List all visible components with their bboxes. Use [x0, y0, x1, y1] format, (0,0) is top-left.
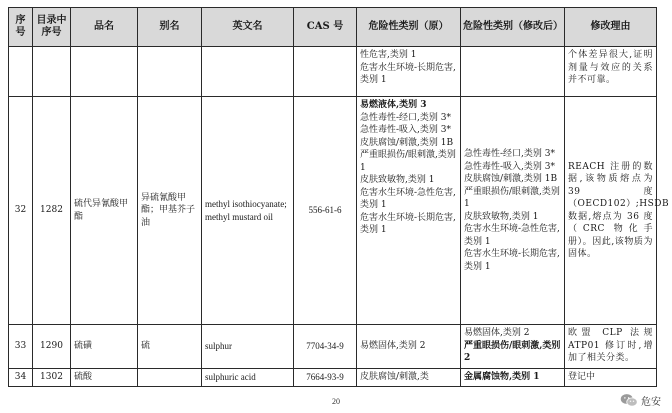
reason-cell: 登记中 [565, 369, 657, 387]
hazard-line-bold: 易燃液体,类别 3 [360, 100, 427, 110]
hazard-line: 危害水生环境-急性危害,类别 1 [464, 224, 560, 247]
table-header-row [9, 8, 657, 47]
hazard-line: 急性毒性-吸入,类别 3* [360, 125, 451, 135]
header-seq: 序号 [9, 8, 33, 47]
header-reason: 修改理由 [565, 8, 657, 47]
header-cas: CAS 号 [294, 8, 357, 47]
hazard-line: 危害水生环境-长期危害,类别 1 [360, 62, 456, 85]
name-cell: 硫代异氰酸甲酯 [71, 97, 138, 325]
wechat-icon [620, 393, 638, 408]
hazard-revised-cell [461, 97, 565, 325]
cas-cell: 7664-93-9 [294, 369, 357, 387]
hazard-line: 皮肤致敏物,类别 1 [360, 175, 435, 185]
hazard-original-cell [357, 97, 461, 325]
english-name-cell: methyl isothiocyanate; methyl mustard oil [202, 97, 294, 325]
reason-text: REACH 注册的数据,该物质熔点为 39 度（OECD102）;HSDB 数据,熔点为 36 度（CRC 物化手册）。因此,该物质为固体。 [568, 161, 670, 259]
hazard-line: 危害水生环境-长期危害,类别 1 [360, 212, 456, 235]
hazard-line-bold: 严重眼损伤/眼刺激,类别 2 [464, 340, 561, 363]
seq-cell: 32 [9, 97, 33, 325]
cas-cell: 7704-34-9 [294, 325, 357, 369]
reason-text: 欧盟 CLP 法规 ATP01 修订时,增加了相关分类。 [568, 328, 653, 363]
hazard-line: 性危害,类别 1 [360, 50, 417, 60]
catalog-seq-cell: 1290 [33, 325, 71, 369]
name-cell: 硫酸 [71, 369, 138, 387]
header-hazard-revised: 危险性类别（修改后） [461, 8, 565, 47]
hazard-revised-cell: 金属腐蚀物,类别 1 [461, 369, 565, 387]
reason-cell [565, 97, 670, 325]
table-row-32 [9, 97, 657, 325]
alias-cell [138, 369, 202, 387]
hazard-line: 严重眼损伤/眼刺激,类别 1 [360, 150, 456, 173]
page-number: 20 [332, 397, 340, 406]
hazard-original-cell: 皮肤腐蚀/刺激,类 [357, 369, 461, 387]
table-row-continuation [9, 47, 657, 97]
header-alias: 别名 [138, 8, 202, 47]
english-name-cell: sulphur [202, 325, 294, 369]
english-name-cell: sulphuric acid [202, 369, 294, 387]
hazard-line: 严重眼损伤/眼刺激,类别 1 [464, 186, 560, 209]
watermark-text: 危安 [641, 397, 661, 408]
watermark [617, 392, 664, 409]
hazard-line: 易燃固体,类别 2 [464, 328, 530, 338]
hazard-line: 急性毒性-吸入,类别 3* [464, 161, 555, 172]
hazard-line: 皮肤腐蚀/刺激,类别 1B [360, 137, 454, 148]
hazard-original-cell [357, 47, 461, 97]
name-cell: 硫磺 [71, 325, 138, 369]
hazard-line: 皮肤致敏物,类别 1 [464, 211, 539, 222]
header-english-name: 英文名 [202, 8, 294, 47]
hazard-line: 急性毒性-经口,类别 3* [464, 149, 555, 159]
reason-cell [565, 47, 657, 97]
reason-cell [565, 325, 657, 369]
alias-cell: 异硫氰酸甲酯；甲基芥子油 [138, 97, 202, 325]
hazard-line: 危害水生环境-急性危害,类别 1 [360, 187, 456, 210]
header-catalog-seq: 目录中序号 [33, 8, 71, 47]
table-row-34 [9, 369, 657, 387]
seq-cell: 34 [9, 369, 33, 387]
header-hazard-original: 危险性类别（原） [357, 8, 461, 47]
hazard-line: 皮肤腐蚀/刺激,类别 1B [464, 174, 558, 184]
cas-cell: 556-61-6 [294, 97, 357, 325]
alias-cell: 硫 [138, 325, 202, 369]
hazard-line: 危害水生环境-长期危害,类别 1 [464, 249, 560, 272]
catalog-seq-cell: 1302 [33, 369, 71, 387]
header-name: 品名 [71, 8, 138, 47]
catalog-seq-cell: 1282 [33, 97, 71, 325]
hazard-revision-table [8, 7, 670, 387]
seq-cell: 33 [9, 325, 33, 369]
hazard-original-cell: 易燃固体,类别 2 [357, 325, 461, 369]
hazard-line: 急性毒性-经口,类别 3* [360, 112, 451, 123]
hazard-revised-cell [461, 325, 565, 369]
reason-text: 个体差异很大,证明剂量与效应的关系并不可靠。 [568, 50, 653, 85]
table-row-33 [9, 325, 657, 369]
